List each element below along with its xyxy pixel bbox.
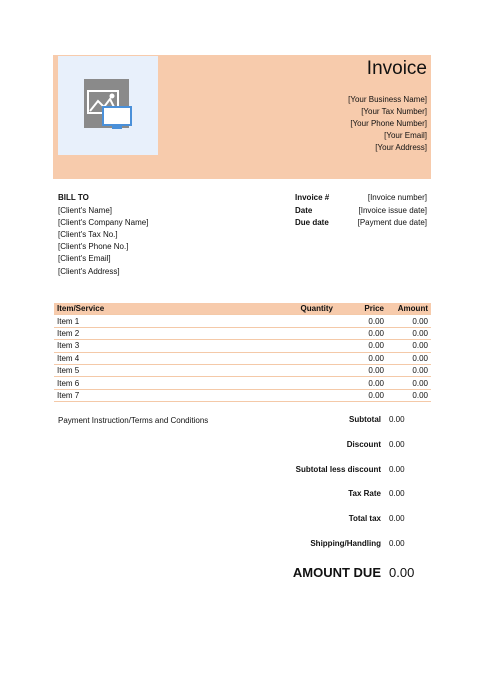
due-date-label: Due date [295,218,329,227]
client-email[interactable]: [Client's Email] [58,254,111,263]
row-item[interactable]: Item 1 [54,315,260,327]
row-price[interactable]: 0.00 [336,377,387,389]
row-item[interactable]: Item 6 [54,377,260,389]
discount-label: Discount [346,440,381,449]
subtotal-less-discount-label: Subtotal less discount [295,465,381,474]
header-price: Price [336,303,387,315]
row-item[interactable]: Item 7 [54,389,260,401]
row-quantity[interactable] [260,364,336,376]
row-quantity[interactable] [260,377,336,389]
row-price[interactable]: 0.00 [336,315,387,327]
items-table [54,303,431,402]
tax-rate-label: Tax Rate [348,489,381,498]
table-row[interactable] [54,315,431,327]
row-item[interactable]: Item 2 [54,327,260,339]
invoice-number-label: Invoice # [295,193,330,202]
monitor-icon [102,106,132,126]
client-company[interactable]: [Client's Company Name] [58,218,149,227]
business-email[interactable]: [Your Email] [384,131,427,140]
table-row[interactable] [54,364,431,376]
invoice-date-label: Date [295,206,313,215]
bill-to-heading: BILL TO [58,193,89,202]
subtotal-label: Subtotal [349,415,381,424]
invoice-date-value[interactable]: [Invoice issue date] [358,206,427,215]
row-item[interactable]: Item 3 [54,340,260,352]
total-tax-value: 0.00 [389,514,405,523]
row-amount: 0.00 [387,327,431,339]
row-quantity[interactable] [260,340,336,352]
row-price[interactable]: 0.00 [336,340,387,352]
table-row[interactable] [54,352,431,364]
monitor-stand-icon [112,126,122,129]
business-phone[interactable]: [Your Phone Number] [350,119,427,128]
row-amount: 0.00 [387,377,431,389]
discount-value[interactable]: 0.00 [389,440,405,449]
payment-terms[interactable]: Payment Instruction/Terms and Conditions [58,416,209,425]
client-address[interactable]: [Client's Address] [58,267,120,276]
row-amount: 0.00 [387,389,431,401]
shipping-label: Shipping/Handling [310,539,381,548]
row-quantity[interactable] [260,315,336,327]
amount-due-label: AMOUNT DUE [292,565,381,580]
row-price[interactable]: 0.00 [336,352,387,364]
client-tax-no[interactable]: [Client's Tax No.] [58,230,118,239]
header-quantity: Quantity [260,303,336,315]
row-price[interactable]: 0.00 [336,327,387,339]
business-tax-number[interactable]: [Your Tax Number] [361,107,427,116]
subtotal-less-discount-value: 0.00 [389,465,405,474]
row-item[interactable]: Item 4 [54,352,260,364]
amount-due-value: 0.00 [389,565,415,580]
row-amount: 0.00 [387,340,431,352]
subtotal-value: 0.00 [389,415,405,424]
row-quantity[interactable] [260,389,336,401]
invoice-number-value[interactable]: [Invoice number] [367,193,427,202]
tax-rate-value[interactable]: 0.00 [389,489,405,498]
due-date-value[interactable]: [Payment due date] [357,218,427,227]
row-price[interactable]: 0.00 [336,364,387,376]
row-amount: 0.00 [387,352,431,364]
header-item: Item/Service [54,303,260,315]
invoice-title: Invoice [366,58,427,79]
total-tax-label: Total tax [348,514,381,523]
table-row[interactable] [54,377,431,389]
row-quantity[interactable] [260,352,336,364]
row-amount: 0.00 [387,315,431,327]
client-name[interactable]: [Client's Name] [58,206,112,215]
table-row[interactable] [54,389,431,401]
row-price[interactable]: 0.00 [336,389,387,401]
table-row[interactable] [54,340,431,352]
row-amount: 0.00 [387,364,431,376]
business-address[interactable]: [Your Address] [375,143,427,152]
header-amount: Amount [387,303,431,315]
business-name[interactable]: [Your Business Name] [348,95,427,104]
items-table-header [54,303,431,315]
table-row[interactable] [54,327,431,339]
row-quantity[interactable] [260,327,336,339]
shipping-value[interactable]: 0.00 [389,539,405,548]
client-phone[interactable]: [Client's Phone No.] [58,242,129,251]
row-item[interactable]: Item 5 [54,364,260,376]
